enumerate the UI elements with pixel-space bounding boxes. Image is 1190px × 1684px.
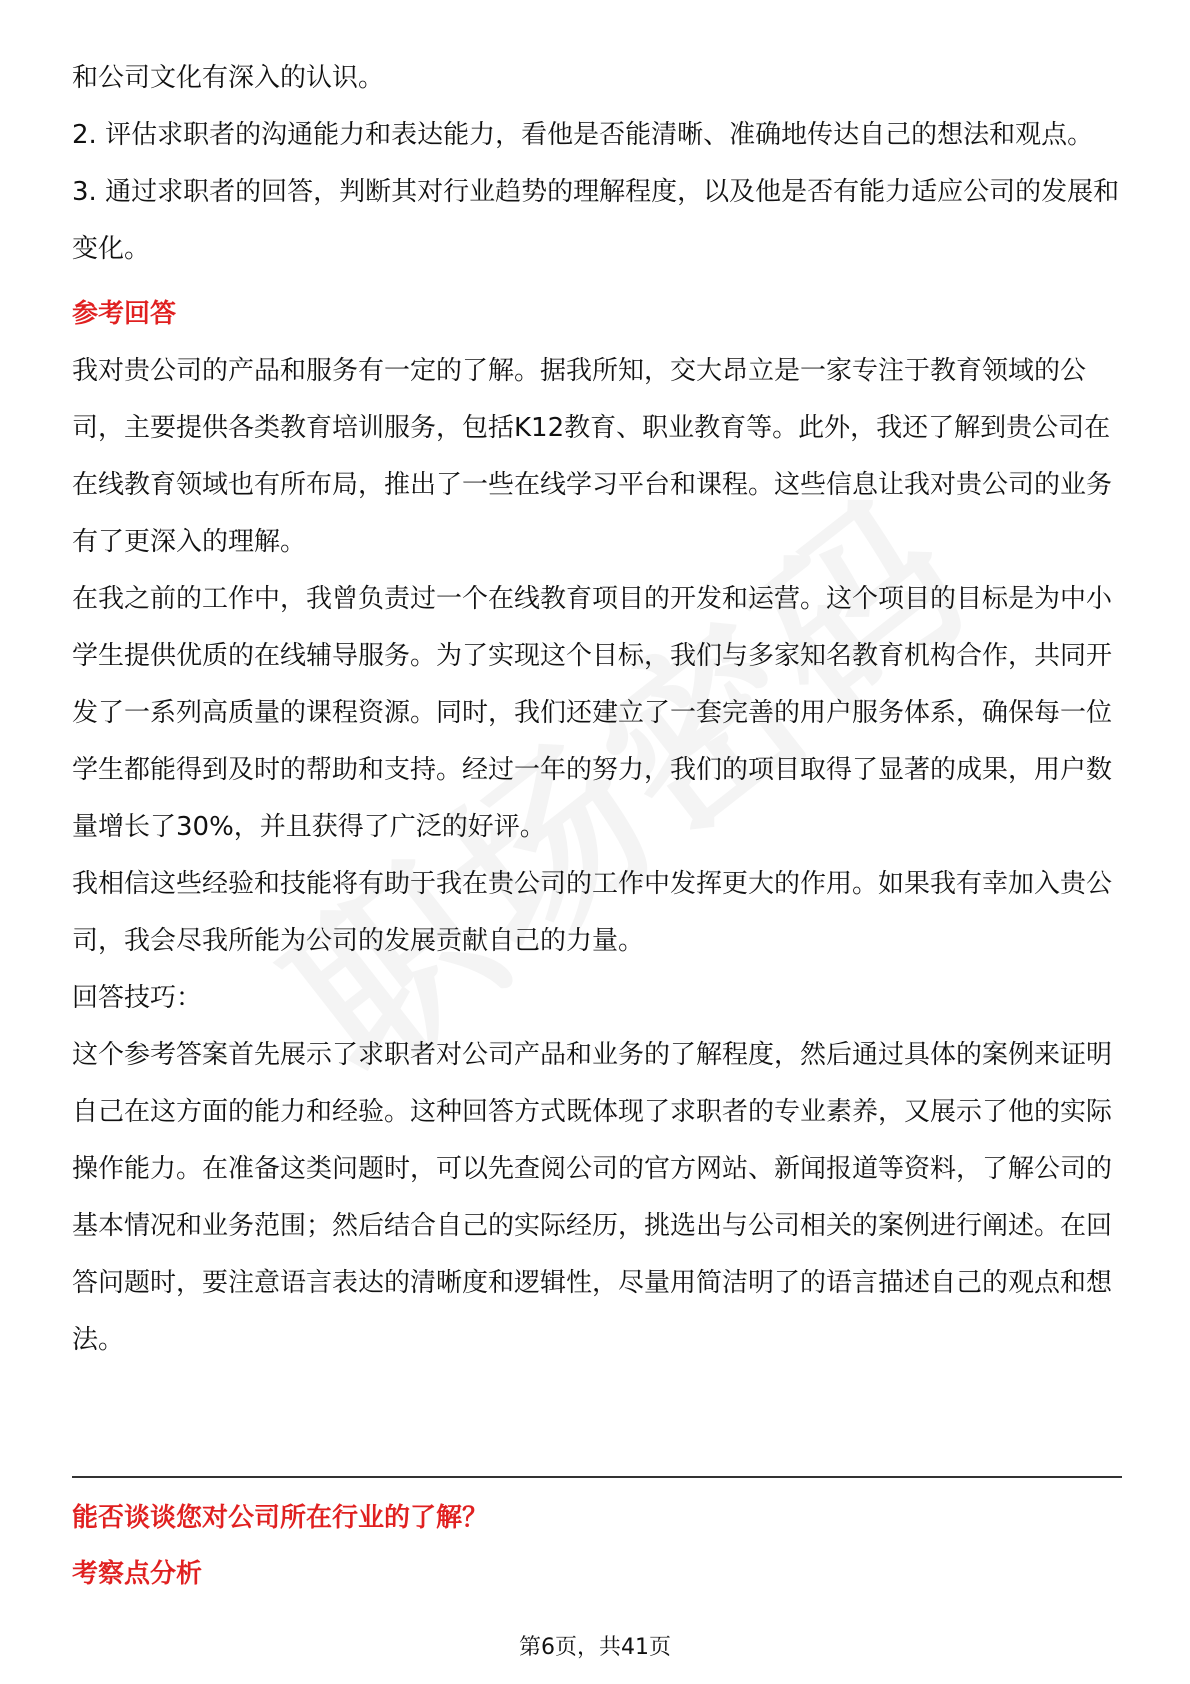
intro-tail-text: 和公司文化有深入的认识。 (72, 63, 385, 93)
next-section-heading: 考察点分析 (72, 1559, 203, 1589)
answer-paragraph: 我对贵公司的产品和服务有一定的了解。据我所知，交大昂立是一家专注于教育领域的公司，主要提供各类教育培训服务，包括K12教育、职业教育等。此外，我还了解到贵公司在在线教育领域也有所布局，推出了一些在线学习平台和课程。这些信息让我对贵公司的业务有了更深入的理解。 (72, 356, 1113, 557)
tips-label: 回答技巧： (72, 983, 203, 1013)
point-2-text: 2. 评估求职者的沟通能力和表达能力，看他是否能清晰、准确地传达自己的想法和观点。 (72, 120, 1094, 150)
section-divider (72, 1476, 1122, 1478)
next-question-heading: 能否谈谈您对公司所在行业的了解？ (72, 1503, 489, 1533)
answer-paragraph: 在我之前的工作中，我曾负责过一个在线教育项目的开发和运营。这个项目的目标是为中小学生提供优质的在线辅导服务。为了实现这个目标，我们与多家知名教育机构合作，共同开发了一系列高质量的课程资源。同时，我们还建立了一套完善的用户服务体系，确保每一位学生都能得到及时的帮助和支持。经过一年的努力，我们的项目取得了显著的成果，用户数量增长了30%，并且获得了广泛的好评。 (72, 584, 1113, 842)
answer-paragraph: 我相信这些经验和技能将有助于我在贵公司的工作中发挥更大的作用。如果我有幸加入贵公司，我会尽我所能为公司的发展贡献自己的力量。 (72, 869, 1113, 956)
page-number: 第6页，共41页 (519, 1635, 671, 1660)
point-3-text: 3. 通过求职者的回答，判断其对行业趋势的理解程度，以及他是否有能力适应公司的发展和变化。 (72, 177, 1120, 264)
page-content (72, 50, 1122, 1369)
answer-heading: 参考回答 (72, 299, 177, 329)
tips-text: 这个参考答案首先展示了求职者对公司产品和业务的了解程度，然后通过具体的案例来证明自己在这方面的能力和经验。这种回答方式既体现了求职者的专业素养，又展示了他的实际操作能力。在准备这类问题时，可以先查阅公司的官方网站、新闻报道等资料，了解公司的基本情况和业务范围；然后结合自己的实际经历，挑选出与公司相关的案例进行阐述。在回答问题时，要注意语言表达的清晰度和逻辑性，尽量用简洁明了的语言描述自己的观点和想法。 (72, 1040, 1113, 1355)
